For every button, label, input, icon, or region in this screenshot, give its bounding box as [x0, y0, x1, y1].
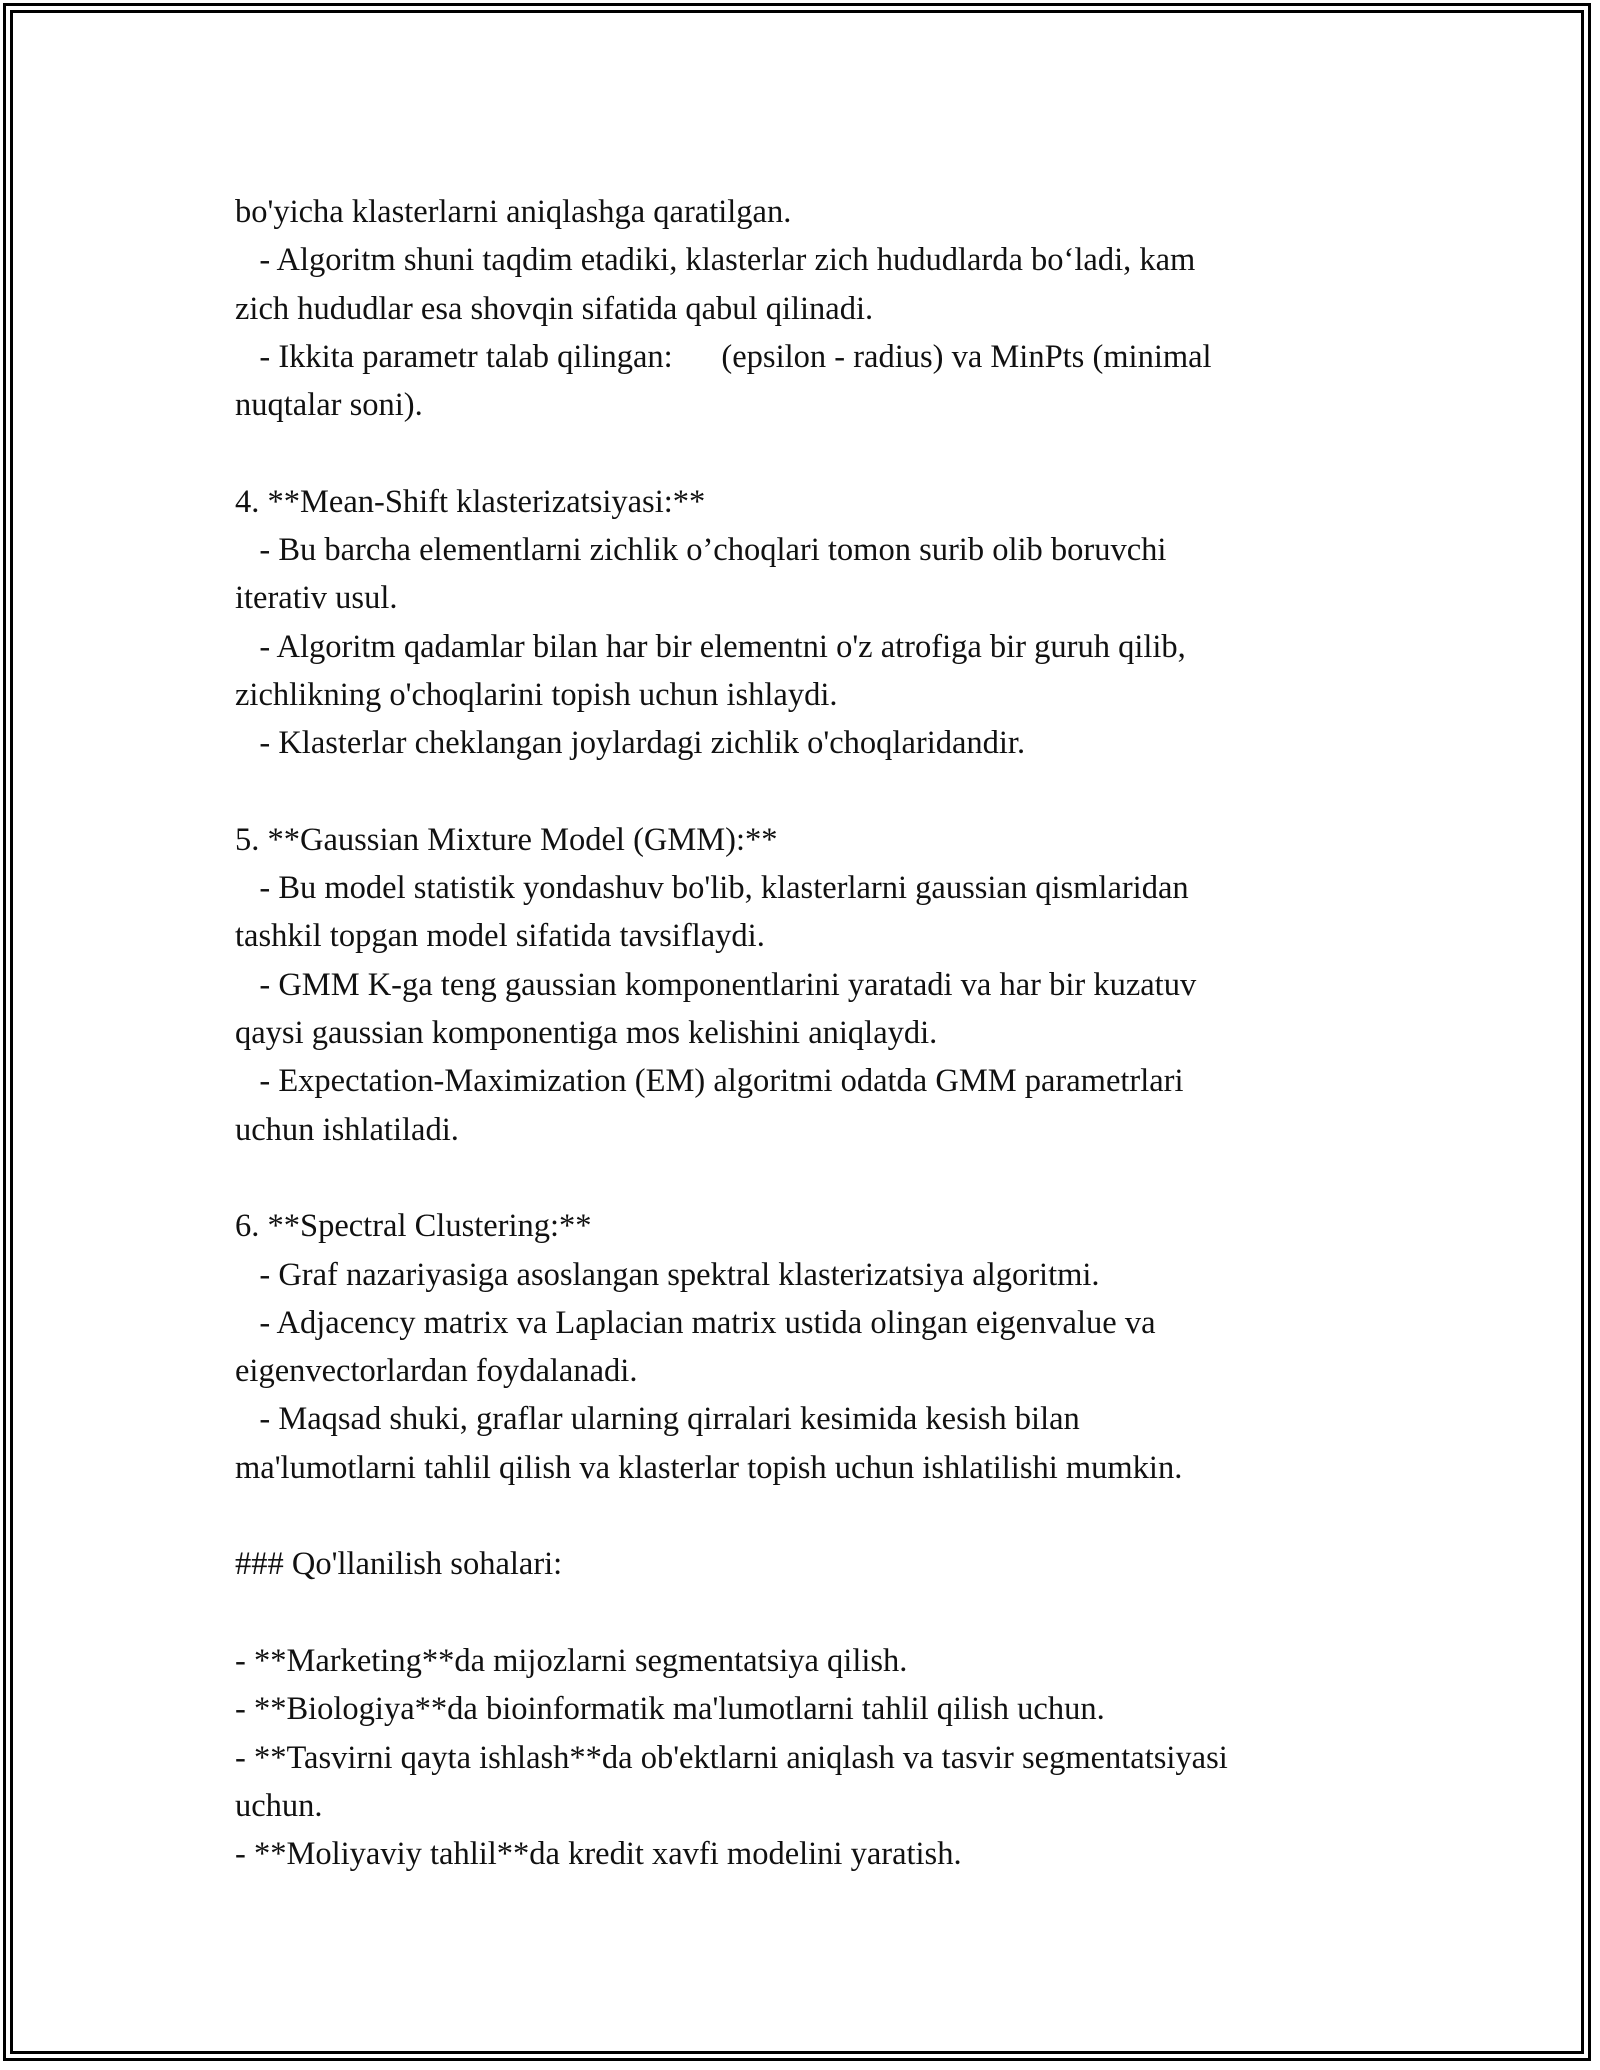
text-line: tashkil topgan model sifatida tavsiflaydi.: [235, 918, 765, 955]
text-line: - Graf nazariyasiga asoslangan spektral klasterizatsiya algoritmi.: [235, 1256, 1100, 1293]
text-line: bo'yicha klasterlarni aniqlashga qaratilgan.: [235, 194, 792, 230]
blank-line: [235, 1589, 1385, 1637]
text-line: - GMM K-ga teng gaussian komponentlarini yaratadi va har bir kuzatuv: [235, 966, 1197, 1003]
text-line: nuqtalar soni).: [235, 387, 423, 424]
text-line: eigenvectorlardan foydalanadi.: [235, 1353, 638, 1390]
text-line: - Bu model statistik yondashuv bo'lib, klasterlarni gaussian qismlaridan: [235, 870, 1189, 907]
list-item: - **Tasvirni qayta ishlash**da ob'ektlarni aniqlash va tasvir segmentatsiyasi: [235, 1739, 1228, 1776]
text-line: - Bu barcha elementlarni zichlik o’choqlari tomon surib olib boruvchi: [235, 532, 1167, 569]
text-line: zichlikning o'choqlarini topish uchun ishlaydi.: [235, 676, 838, 713]
document-body: [235, 188, 1385, 1878]
section-heading: ### Qo'llanilish sohalari:: [235, 1546, 563, 1583]
list-item: - **Marketing**da mijozlarni segmentatsiya qilish.: [235, 1642, 908, 1679]
text-line: - Algoritm shuni taqdim etadiki, klasterlar zich hududlarda bo‘ladi, kam: [235, 242, 1196, 279]
text-line: - Expectation-Maximization (EM) algoritmi odatda GMM parametrlari: [235, 1063, 1184, 1100]
section-heading: 6. **Spectral Clustering:**: [235, 1208, 592, 1245]
text-line: - Algoritm qadamlar bilan har bir elementni o'z atrofiga bir guruh qilib,: [235, 628, 1186, 665]
list-item: - **Moliyaviy tahlil**da kredit xavfi modelini yaratish.: [235, 1836, 962, 1873]
blank-line: [235, 1154, 1385, 1202]
text-line: iterativ usul.: [235, 580, 398, 617]
text-line: - Maqsad shuki, graflar ularning qirralari kesimida kesish bilan: [235, 1401, 1080, 1438]
text-line: ma'lumotlarni tahlil qilish va klasterlar topish uchun ishlatilishi mumkin.: [235, 1449, 1183, 1486]
text-line: qaysi gaussian komponentiga mos kelishini aniqlaydi.: [235, 1015, 938, 1052]
section-heading: 5. **Gaussian Mixture Model (GMM):**: [235, 821, 778, 858]
text-line: - Adjacency matrix va Laplacian matrix ustida olingan eigenvalue va: [235, 1304, 1156, 1341]
blank-line: [235, 1492, 1385, 1540]
text-line: - Ikkita parametr talab qilingan: (epsilon - radius) va MinPts (minimal: [235, 338, 1212, 375]
blank-line: [235, 768, 1385, 816]
text-line: uchun.: [235, 1787, 323, 1824]
list-item: - **Biologiya**da bioinformatik ma'lumotlarni tahlil qilish uchun.: [235, 1691, 1105, 1728]
blank-line: [235, 429, 1385, 477]
text-line: zich hududlar esa shovqin sifatida qabul qilinadi.: [235, 290, 874, 327]
text-line: - Klasterlar cheklangan joylardagi zichlik o'choqlaridandir.: [235, 725, 1026, 762]
section-heading: 4. **Mean-Shift klasterizatsiyasi:**: [235, 483, 706, 520]
text-line: uchun ishlatiladi.: [235, 1111, 459, 1148]
